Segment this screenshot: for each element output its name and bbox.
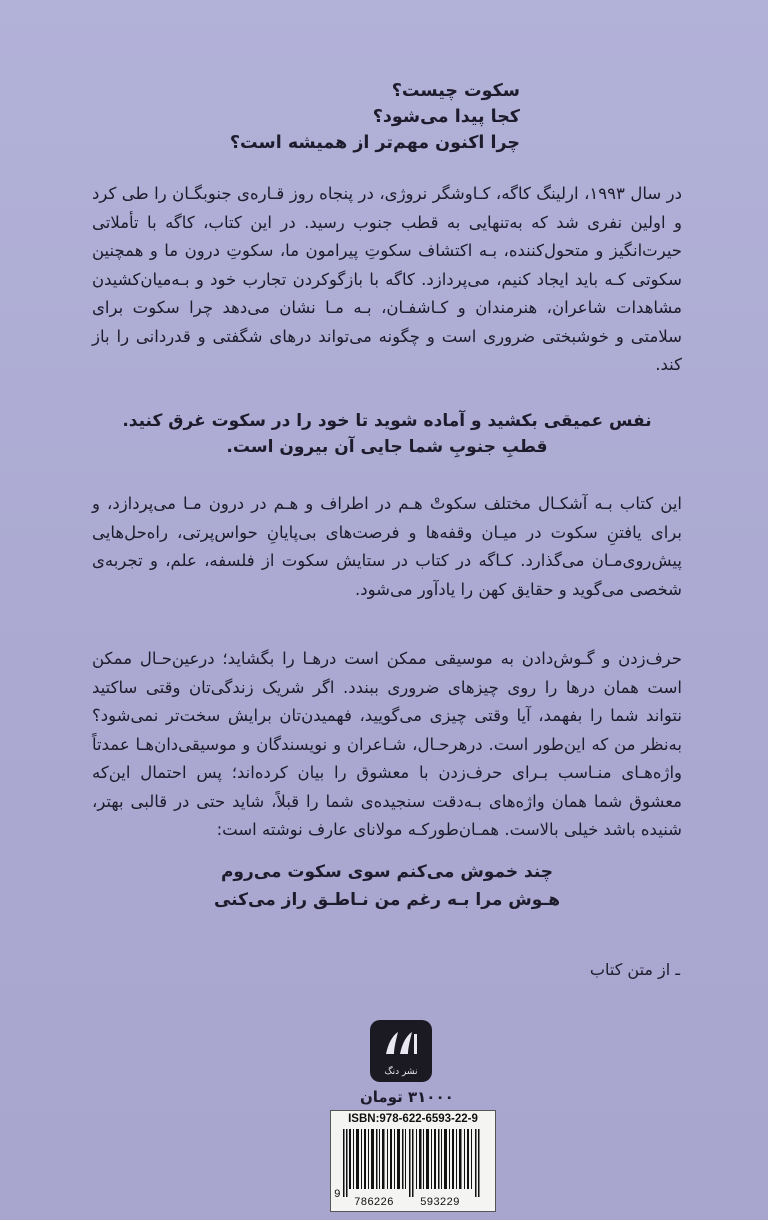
price-label: ۳۱۰۰۰ تومان bbox=[360, 1088, 454, 1106]
question-line: سکوت چیست؟ bbox=[391, 81, 520, 101]
barcode-digits-right: 593229 bbox=[420, 1197, 460, 1209]
description-paragraph-1: در سال ۱۹۹۳، ارلینگ کاگه، کـاوشگر نروژی، در پنجاه روز قـاره‌ی جنوبگـان را طی کرد و اولین نفری شد که به‌تنهایی به قطب جنوب رسید. در این کتاب، کاگه با تأملاتی حیرت‌انگیز و متحول‌کننده، بـه اکتشاف سکوتِ پیرامون ما، سکوتِ درون ما و همچنین سکوتی کـه باید ایجاد کنیم، می‌پردازد. کاگه با بازگوکردن تجارب خود و بـه‌میان‌کشیدن مشاهدات شاعران، هنرمندان و کـاشفـان، بـه مـا نشان می‌دهد چرا سکوت برای سلامتی و خوشبختی ضروری است و چگونه می‌تواند درهای شگفتی و قدردانی را باز کند. bbox=[92, 184, 682, 374]
opening-questions bbox=[230, 78, 520, 156]
emphasis-line: قطبِ جنوبِ شما جایی آن بیرون است. bbox=[226, 437, 548, 457]
publisher-logo bbox=[370, 1020, 432, 1082]
barcode-bars bbox=[343, 1129, 483, 1197]
description-paragraph-2: این کتاب بـه آشکـال مختلف سکوتْ هـم در اطراف و هـم در درون مـا می‌پردازد، و برای یافتنِ سکوت در میـان وقفه‌ها و فرصت‌های بی‌پایانِ حواس‌پرتی، راه‌حل‌هایی پیش‌روی‌مـان می‌گذارد. کـاگه در کتاب در ستایش سکوت از فلسفه، علم، و تجربه‌ی شخصی می‌گوید و حقایق کهن را یادآور می‌شود. bbox=[92, 494, 682, 599]
emphasis-line: نفس عمیقی بکشید و آماده شوید تا خود را در سکوت غرق کنید. bbox=[122, 411, 652, 431]
question-line: کجا پیدا می‌شود؟ bbox=[372, 107, 520, 127]
publisher-name: نشر دنگ bbox=[384, 1067, 418, 1077]
barcode-digits-left: 786226 bbox=[354, 1197, 394, 1209]
source-note: ـ از متن کتاب bbox=[589, 960, 680, 979]
barcode-digit-first: 9 bbox=[334, 1189, 341, 1201]
barcode-label bbox=[330, 1110, 496, 1212]
question-line: چرا اکنون مهم‌تر از همیشه است؟ bbox=[229, 133, 520, 153]
publisher-mark-icon bbox=[380, 1028, 422, 1058]
poem-verse bbox=[92, 858, 682, 914]
poem-line: هـوش مرا بـه رغم من نـاطـق راز می‌کنی bbox=[213, 890, 560, 910]
emphasis-lines bbox=[92, 408, 682, 460]
isbn-text: ISBN:978-622-6593-22-9 bbox=[348, 1113, 478, 1125]
description-paragraph-3: حرف‌زدن و گـوش‌دادن به موسیقی ممکن است درهـا را بگشاید؛ درعین‌حـال ممکن است همان درها را روی چیزهای ضروری ببندد. اگر شریک زندگی‌تان وقتی ساکتید نتواند شما را بفهمد، آیا وقتی چیزی می‌گویید، فهمیدن‌تان برایش سخت‌تر نمی‌شود؟ به‌نظر من که این‌طور است. درهرحـال، شـاعران و نویسندگان و موسیقی‌دان‌هـا عمدتاً واژه‌هـای منـاسب بـرای حرف‌زدن با معشوق را بیان کرده‌اند؛ پس احتمال این‌که معشوق شما همان واژه‌های بـه‌دقت سنجیده‌ی شما را قبلاً، شاید حتی در قالبی بهتر، شنیده باشد خیلی بالاست. همـان‌طورکـه مولانای عارف نوشته است: bbox=[92, 649, 682, 839]
poem-line: چند خموش می‌کنم سوی سکوت می‌روم bbox=[220, 862, 554, 882]
